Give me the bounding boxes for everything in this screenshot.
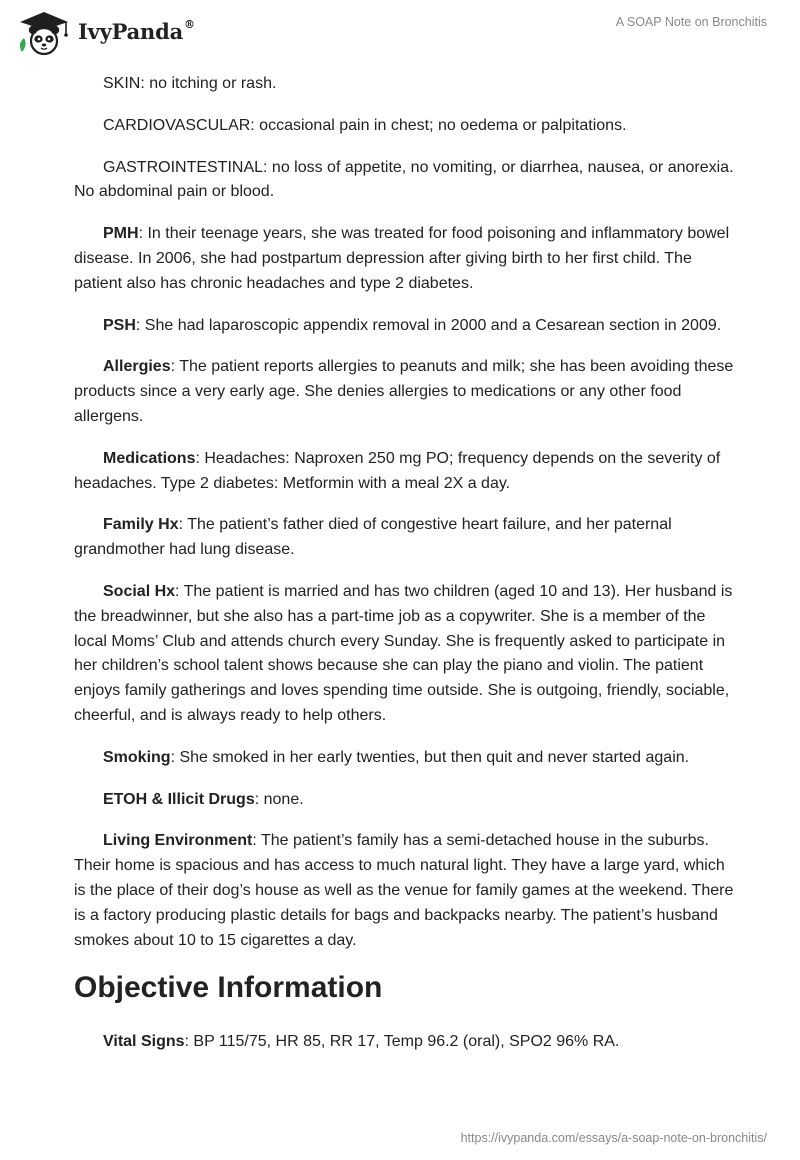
paragraph-family-hx: Family Hx: The patient’s father died of congestive heart failure, and her paternal grandmother had lung disease.: [74, 516, 672, 559]
paragraph-label: Social Hx: [103, 582, 176, 600]
panda-graduate-logo-icon[interactable]: [14, 8, 76, 56]
paragraph-allergies: Allergies: The patient reports allergies to peanuts and milk; she has been avoiding these products since a very early age. She denies allergies to medications or any other food allergens.: [74, 358, 734, 425]
paragraph-label: ETOH & Illicit Drugs: [103, 790, 255, 808]
paragraph-cardiovascular: CARDIOVASCULAR: occasional pain in chest; no oedema or palpitations.: [103, 116, 627, 134]
paragraph-gastrointestinal: GASTROINTESTINAL: no loss of appetite, no vomiting, or diarrhea, nausea, or anorexia. No abdominal pain or blood.: [74, 158, 734, 201]
brand-name[interactable]: IvyPanda®: [78, 18, 195, 44]
paragraph-label: PMH: [103, 225, 139, 243]
document-title: A SOAP Note on Bronchitis: [615, 15, 767, 29]
paragraph-label: Family Hx: [103, 516, 179, 534]
paragraph-medications: Medications: Headaches: Naproxen 250 mg PO; frequency depends on the severity of headaches. Type 2 diabetes: Metformin with a meal 2X a day.: [74, 449, 721, 492]
paragraph-etoh-drugs: ETOH & Illicit Drugs: none.: [103, 790, 304, 808]
paragraph-label: Allergies: [103, 358, 171, 376]
paragraph-label: PSH: [103, 316, 136, 334]
paragraph-label: Living Environment: [103, 832, 253, 850]
paragraph-label: Medications: [103, 449, 196, 467]
paragraph-living-environment: Living Environment: The patient’s family has a semi-detached house in the suburbs. Their home is spacious and has access to much natural light. They have a large yard, which is the place of their dog’s house as well as the venue for family games at the weekend. There is a factory producing plastic details for bags and backpacks nearby. The patient’s husband smokes about 10 to 15 cigarettes a day.: [74, 832, 734, 949]
page-header: [0, 0, 800, 60]
paragraph-pmh: PMH: In their teenage years, she was treated for food poisoning and inflammatory bowel disease. In 2006, she had postpartum depression after giving birth to her first child. The patient also has chronic headaches and type 2 diabetes.: [74, 225, 730, 292]
paragraph-skin: SKIN: no itching or rash.: [103, 75, 277, 92]
section-heading-objective: Objective Information: [74, 971, 383, 1005]
paragraph-label: Vital Signs: [103, 1033, 185, 1051]
essay-body: [74, 72, 734, 1072]
paragraph-smoking: Smoking: She smoked in her early twenties, but then quit and never started again.: [103, 748, 690, 766]
paragraph-label: Smoking: [103, 748, 171, 766]
paragraph-social-hx: Social Hx: The patient is married and has two children (aged 10 and 13). Her husband is the breadwinner, but she also has a part-time job as a copywriter. She is a member of the local Moms’ Club and attends church every Sunday. She is frequently asked to participate in her children’s school talent shows because she can play the piano and violin. The patient enjoys family gatherings and loves spending time outside. She is outgoing, friendly, sociable, cheerful, and is always ready to help others.: [74, 582, 733, 724]
paragraph-psh: PSH: She had laparoscopic appendix removal in 2000 and a Cesarean section in 2009.: [103, 316, 722, 334]
source-url[interactable]: https://ivypanda.com/essays/a-soap-note-on-bronchitis/: [460, 1131, 767, 1145]
paragraph-vital-signs: Vital Signs: BP 115/75, HR 85, RR 17, Temp 96.2 (oral), SPO2 96% RA.: [103, 1033, 620, 1051]
